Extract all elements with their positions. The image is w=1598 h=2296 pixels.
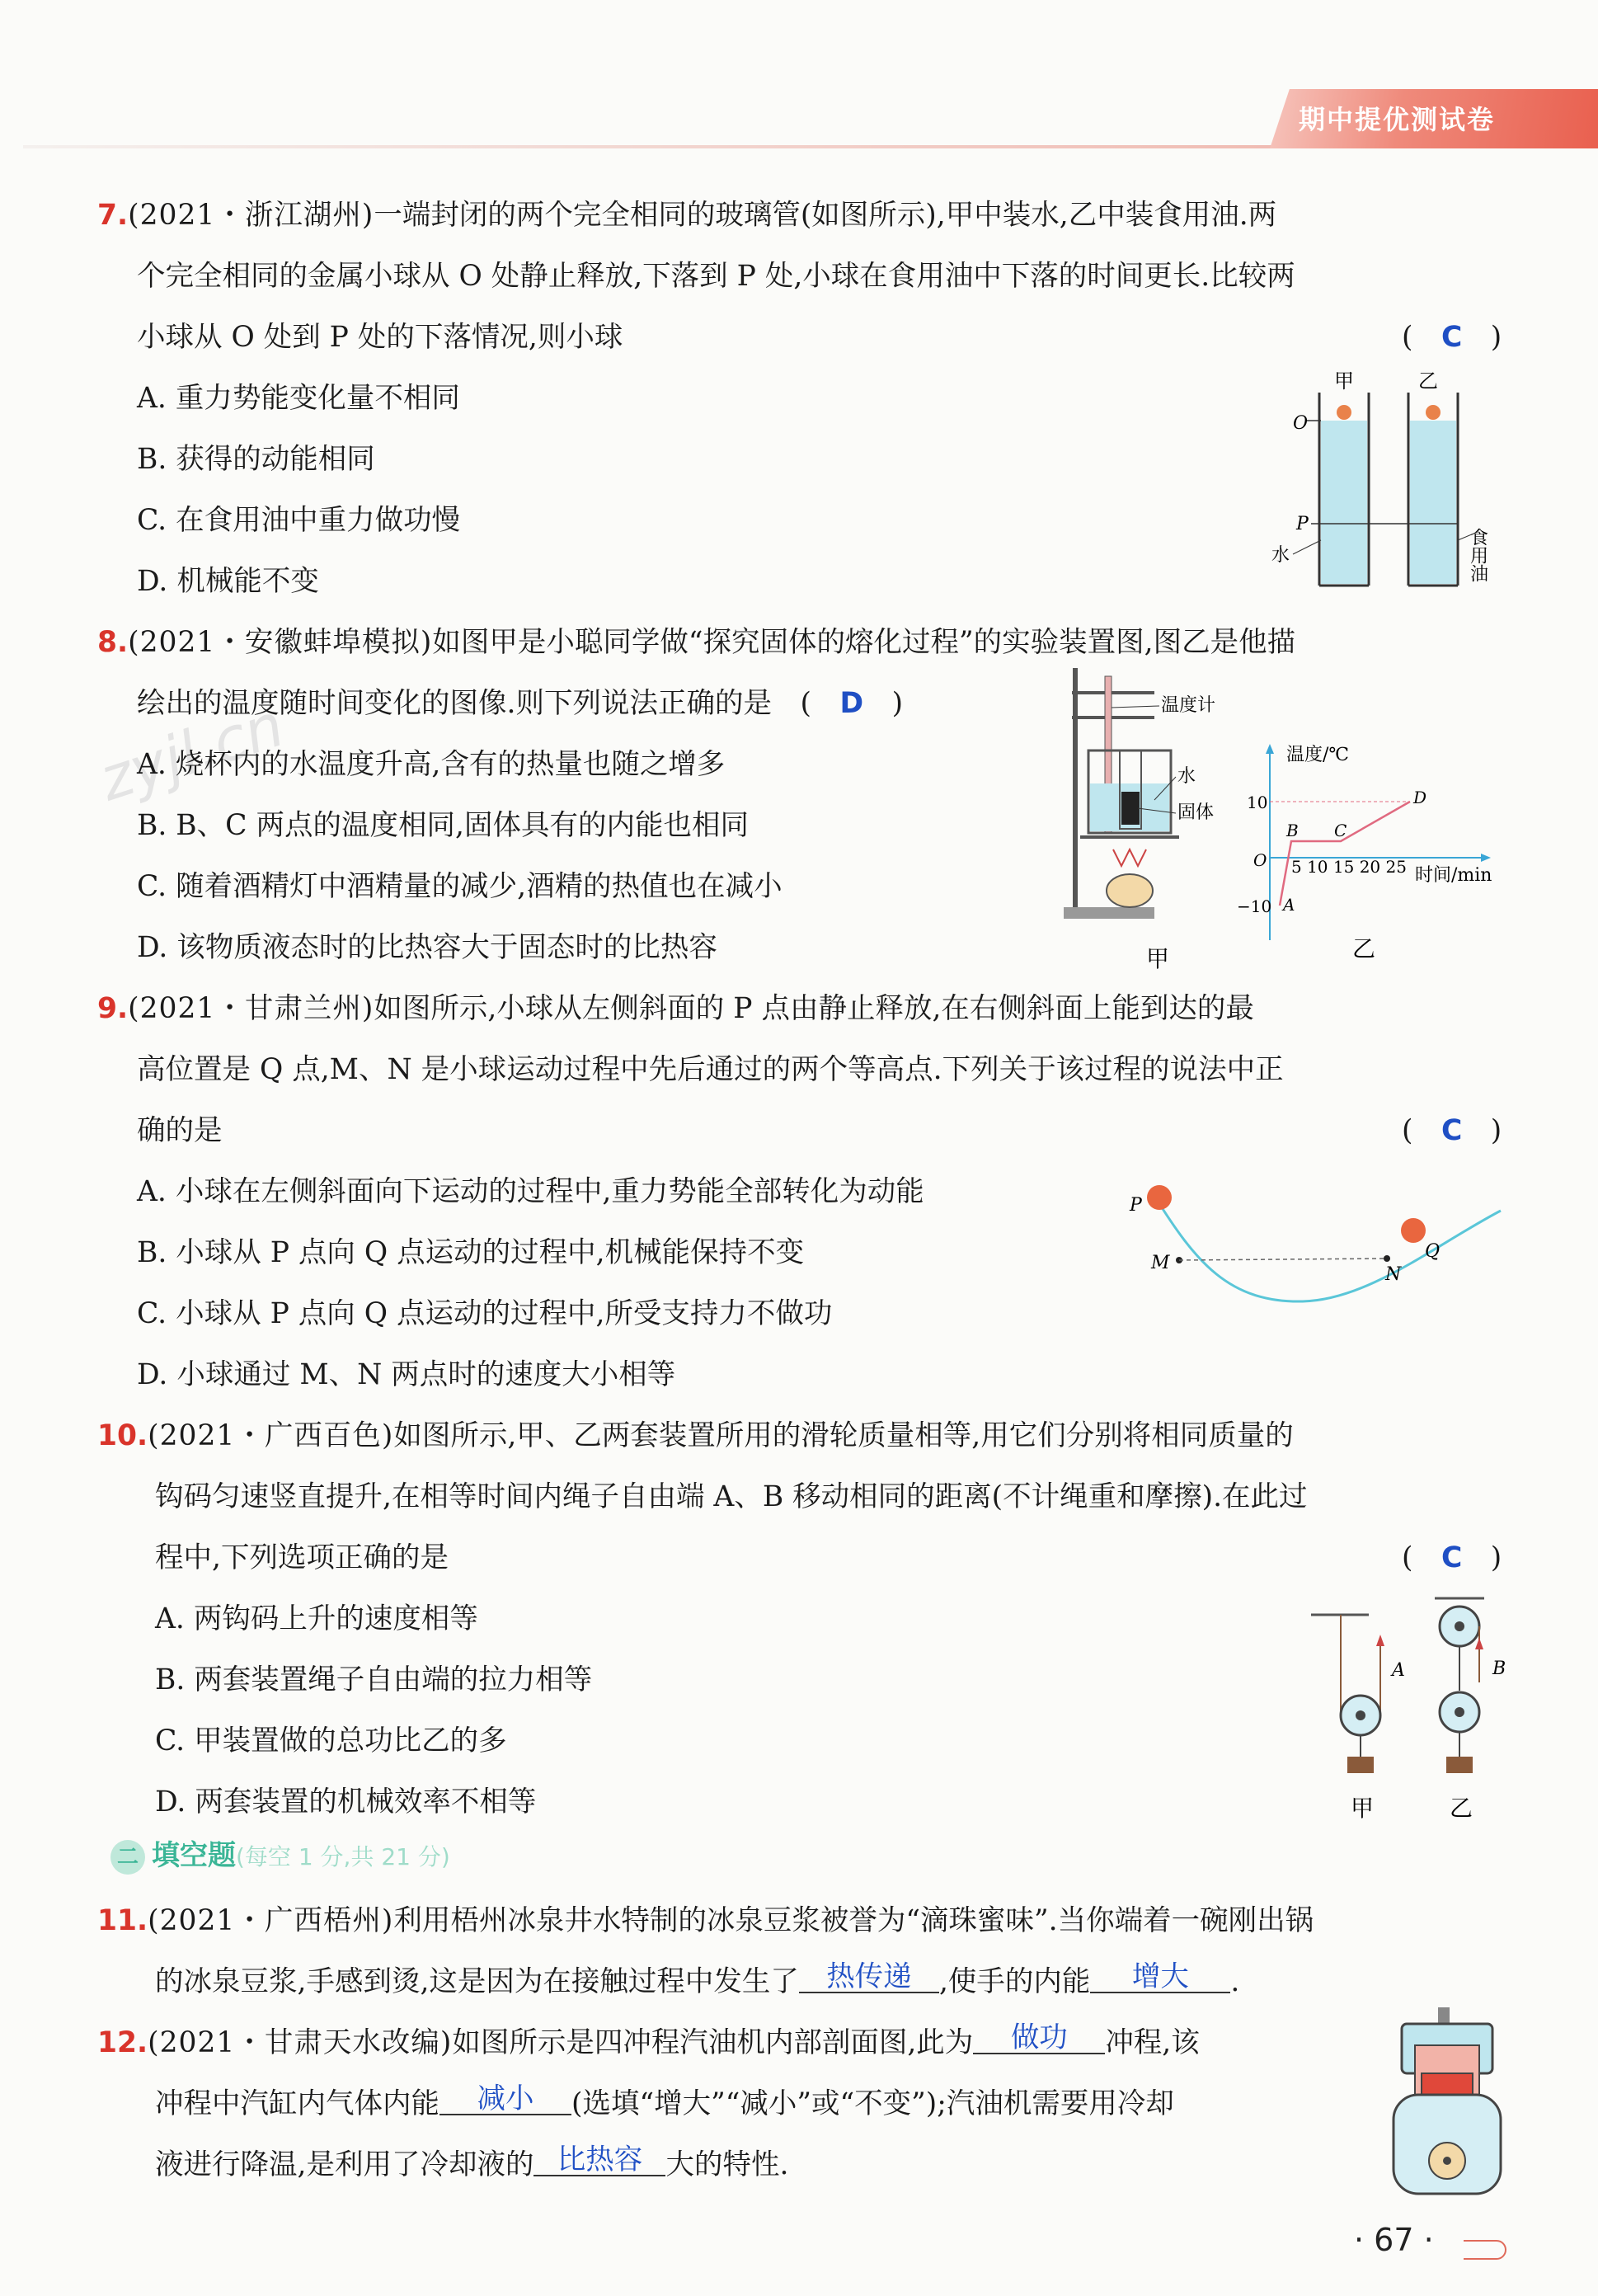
temperature-time-graph bbox=[1237, 734, 1509, 973]
question-number: 7. bbox=[97, 199, 129, 232]
label-water: 水 bbox=[1271, 545, 1290, 566]
section-title: 填空题 bbox=[152, 1839, 236, 1872]
ball-jia bbox=[1337, 405, 1351, 420]
option-a: A. 烧杯内的水温度升高,含有的热量也随之增多 bbox=[137, 748, 726, 781]
label-p: P bbox=[1130, 1195, 1142, 1216]
answer-blank: 增大 bbox=[1090, 1962, 1230, 1993]
point-a: A bbox=[1283, 895, 1295, 915]
engine-cross-section-figure bbox=[1385, 2004, 1509, 2202]
label-jia: 甲 bbox=[1351, 1795, 1375, 1822]
answer: D bbox=[839, 687, 864, 720]
question-text: 绘出的温度随时间变化的图像.则下列说法正确的是 bbox=[137, 687, 772, 720]
question-text: 大的特性. bbox=[665, 2148, 789, 2181]
section-number-icon: 二 bbox=[110, 1840, 145, 1875]
label-yi: 乙 bbox=[1418, 369, 1438, 393]
option-c: C. 小球从 P 点向 Q 点运动的过程中,所受支持力不做功 bbox=[137, 1297, 833, 1330]
question-text: 小球从 O 处到 P 处的下落情况,则小球 bbox=[137, 321, 623, 354]
option-b: B. 两套装置绳子自由端的拉力相等 bbox=[155, 1663, 593, 1696]
question-text: 高位置是 Q 点,M、N 是小球运动过程中先后通过的两个等高点.下列关于该过程的说法中正 bbox=[137, 1053, 1284, 1086]
question-text: 冲程中汽缸内气体内能 bbox=[155, 2087, 439, 2120]
question-number: 10. bbox=[97, 1419, 148, 1452]
question-text: 确的是 bbox=[137, 1114, 223, 1147]
page-number-decoration bbox=[1464, 2240, 1506, 2260]
question-text: 程中,下列选项正确的是 bbox=[155, 1541, 449, 1574]
answer-blank: 热传递 bbox=[799, 1962, 939, 1993]
option-b: B. 小球从 P 点向 Q 点运动的过程中,机械能保持不变 bbox=[137, 1236, 805, 1269]
header-title: 期中提优测试卷 bbox=[1299, 104, 1496, 135]
point-c: C bbox=[1334, 821, 1347, 840]
answer-bracket: ( C ) bbox=[1402, 321, 1502, 354]
label-yi: 乙 bbox=[1450, 1795, 1473, 1822]
answer-blank: 比热容 bbox=[533, 2145, 665, 2176]
weight-jia bbox=[1347, 1757, 1374, 1773]
option-b: B. 获得的动能相同 bbox=[137, 443, 375, 476]
answer: C bbox=[1441, 1541, 1463, 1574]
water-fill bbox=[1321, 421, 1367, 584]
question-source: (2021・广西百色) bbox=[148, 1419, 394, 1452]
oil-fill bbox=[1410, 421, 1456, 584]
pulley-figure bbox=[1295, 1592, 1517, 1831]
question-source: (2021・广西梧州) bbox=[148, 1904, 394, 1937]
alcohol-lamp bbox=[1107, 874, 1153, 907]
option-d: D. 机械能不变 bbox=[137, 565, 319, 598]
x-ticks: 5 10 15 20 25 bbox=[1291, 857, 1407, 877]
answer-bracket: ( C ) bbox=[1402, 1541, 1502, 1574]
question-text: (选填“增大”“减小”或“不变”);汽油机需要用冷却 bbox=[571, 2087, 1174, 2120]
question-text: 如图所示,甲、乙两套装置所用的滑轮质量相等,用它们分别将相同质量的 bbox=[393, 1419, 1294, 1452]
label-n: N bbox=[1385, 1264, 1402, 1285]
answer-blank: 做功 bbox=[973, 2023, 1105, 2054]
solid-sample bbox=[1121, 792, 1140, 825]
question-text: ,使手的内能 bbox=[938, 1965, 1091, 1998]
question-source: (2021・甘肃兰州) bbox=[128, 992, 374, 1025]
weight-yi bbox=[1446, 1757, 1473, 1773]
watermark: zyjl.cn bbox=[91, 689, 292, 815]
label-solid: 固体 bbox=[1177, 802, 1215, 823]
glass-tubes-figure bbox=[1262, 363, 1509, 594]
question-source: (2021・安徽蚌埠模拟) bbox=[128, 626, 433, 659]
label-yi: 乙 bbox=[1352, 935, 1376, 962]
option-b: B. B、C 两点的温度相同,固体具有的内能也相同 bbox=[137, 809, 749, 842]
track-curve bbox=[1154, 1196, 1501, 1301]
ball-yi bbox=[1426, 405, 1441, 420]
label-jia: 甲 bbox=[1146, 945, 1170, 972]
page-number: · 67 · bbox=[1354, 2222, 1434, 2258]
question-text: 一端封闭的两个完全相同的玻璃管(如图所示),甲中装水,乙中装食用油.两 bbox=[374, 199, 1277, 232]
question-text: 个完全相同的金属小球从 O 处静止释放,下落到 P 处,小球在食用油中下落的时间更长.比较两 bbox=[137, 260, 1295, 293]
question-number: 11. bbox=[97, 1904, 148, 1937]
question-number: 8. bbox=[97, 626, 129, 659]
y-tick-neg10: −10 bbox=[1237, 896, 1272, 916]
option-c: C. 甲装置做的总功比乙的多 bbox=[155, 1724, 507, 1757]
answer: C bbox=[1441, 321, 1463, 354]
option-c: C. 在食用油中重力做功慢 bbox=[137, 504, 461, 537]
section-note: (每空 1 分,共 21 分) bbox=[236, 1843, 450, 1870]
label-q: Q bbox=[1425, 1241, 1441, 1262]
question-text: . bbox=[1230, 1965, 1240, 1998]
section-fill-in bbox=[110, 1833, 450, 1875]
label-m: M bbox=[1151, 1253, 1170, 1273]
label-a: A bbox=[1392, 1660, 1405, 1681]
question-text: 利用梧州冰泉井水特制的冰泉豆浆被誉为“滴珠蜜味”.当你端着一碗刚出锅 bbox=[393, 1904, 1314, 1937]
option-a: A. 小球在左侧斜面向下运动的过程中,重力势能全部转化为动能 bbox=[137, 1175, 924, 1208]
y-axis-label: 温度/℃ bbox=[1286, 745, 1350, 765]
header-rule bbox=[23, 145, 1342, 148]
label-p: P bbox=[1296, 514, 1309, 534]
option-a: A. 两钩码上升的速度相等 bbox=[155, 1602, 478, 1635]
point-b: B bbox=[1286, 821, 1299, 840]
option-d: D. 该物质液态时的比热容大于固态时的比热容 bbox=[137, 931, 717, 964]
label-o: O bbox=[1293, 413, 1309, 434]
question-text: 的冰泉豆浆,手感到烫,这是因为在接触过程中发生了 bbox=[155, 1965, 799, 1998]
option-d: D. 小球通过 M、N 两点时的速度大小相等 bbox=[137, 1358, 676, 1391]
x-axis-label: 时间/min bbox=[1415, 865, 1492, 886]
question-source: (2021・甘肃天水改编) bbox=[148, 2026, 453, 2059]
question-text: 如图甲是小聪同学做“探究固体的熔化过程”的实验装置图,图乙是他描 bbox=[432, 626, 1296, 659]
slope-figure bbox=[1121, 1171, 1517, 1311]
question-text: 冲程,该 bbox=[1105, 2026, 1200, 2059]
origin-label: O bbox=[1253, 850, 1267, 870]
question-text: 液进行降温,是利用了冷却液的 bbox=[155, 2148, 534, 2181]
y-tick-10: 10 bbox=[1247, 793, 1268, 812]
label-thermometer: 温度计 bbox=[1161, 695, 1216, 716]
option-a: A. 重力势能变化量不相同 bbox=[137, 382, 460, 415]
ball-q bbox=[1401, 1218, 1426, 1243]
answer-bracket: ( C ) bbox=[1402, 1114, 1502, 1147]
question-source: (2021・浙江湖州) bbox=[128, 199, 374, 232]
label-oil: 食用油 bbox=[1467, 528, 1488, 582]
question-number: 9. bbox=[97, 992, 129, 1025]
question-text: 如图所示是四冲程汽油机内部剖面图,此为 bbox=[452, 2026, 974, 2059]
option-d: D. 两套装置的机械效率不相等 bbox=[155, 1786, 537, 1818]
question-number: 12. bbox=[97, 2026, 148, 2059]
point-d: D bbox=[1413, 788, 1427, 807]
answer-blank: 减小 bbox=[439, 2084, 571, 2115]
question-text: 钩码匀速竖直提升,在相等时间内绳子自由端 A、B 移动相同的距离(不计绳重和摩擦).在此过 bbox=[155, 1480, 1308, 1513]
temperature-curve bbox=[1280, 802, 1410, 906]
option-c: C. 随着酒精灯中酒精量的减少,酒精的热值也在减小 bbox=[137, 870, 783, 903]
label-water: 水 bbox=[1177, 766, 1196, 787]
label-jia: 甲 bbox=[1334, 369, 1354, 393]
question-text: 如图所示,小球从左侧斜面的 P 点由静止释放,在右侧斜面上能到达的最 bbox=[374, 992, 1254, 1025]
answer: C bbox=[1441, 1114, 1463, 1147]
ball-p bbox=[1147, 1185, 1172, 1210]
label-b: B bbox=[1492, 1658, 1506, 1679]
